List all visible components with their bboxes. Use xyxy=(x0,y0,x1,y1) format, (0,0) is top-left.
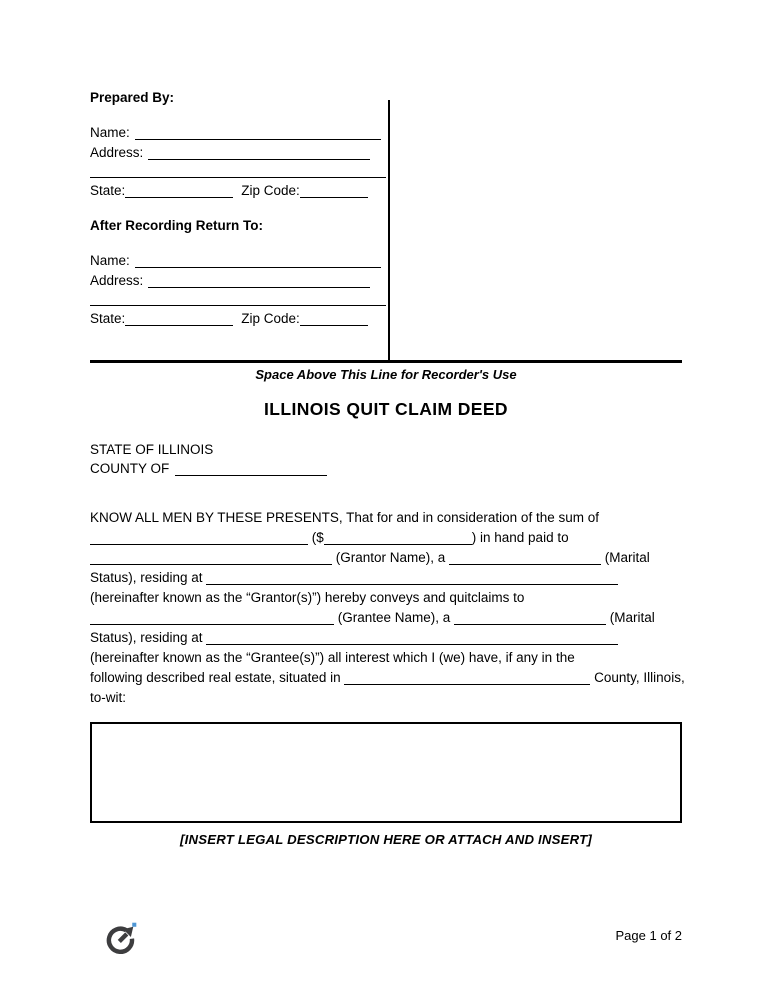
grantor-name-blank xyxy=(90,553,332,565)
prepared-by-title: Prepared By: xyxy=(90,90,175,105)
paragraph-text: (Marital xyxy=(606,610,655,625)
return-to-name-row xyxy=(90,253,386,273)
address-overflow-line xyxy=(90,165,386,178)
zip-blank-line xyxy=(300,314,368,326)
paragraph-text: following described real estate, situated in xyxy=(90,670,345,685)
paragraph-line xyxy=(90,688,686,708)
county-row xyxy=(90,460,327,479)
grantee-name-blank xyxy=(90,613,334,625)
address-blank-line xyxy=(148,276,370,288)
name-blank-line xyxy=(135,128,381,140)
state-label: State: xyxy=(90,183,126,198)
prepared-by-address-row xyxy=(90,145,386,165)
property-county-blank xyxy=(344,673,590,685)
legal-description-box xyxy=(90,722,682,823)
grantor-marital-status-blank xyxy=(449,553,601,565)
county-blank-line xyxy=(175,464,327,476)
jurisdiction-block xyxy=(90,441,327,478)
zip-label: Zip Code: xyxy=(241,183,300,198)
deed-paragraph xyxy=(90,508,686,708)
paragraph-text: (hereinafter known as the “Grantor(s)”) hereby conveys and quitclaims to xyxy=(90,590,525,605)
consideration-amount-words-blank xyxy=(90,533,308,545)
paragraph-text: Status), residing at xyxy=(90,630,207,645)
return-to-address-row xyxy=(90,273,386,293)
return-to-state-zip-row xyxy=(90,309,386,329)
grantor-address-blank xyxy=(206,573,618,585)
paragraph-line xyxy=(90,528,686,548)
name-label: Name: xyxy=(90,253,130,268)
return-to-title: After Recording Return To: xyxy=(90,218,263,233)
state-blank-line xyxy=(125,186,233,198)
state-label: State: xyxy=(90,311,126,326)
paragraph-line xyxy=(90,668,686,688)
zip-blank-line xyxy=(300,186,368,198)
legal-description-caption: [INSERT LEGAL DESCRIPTION HERE OR ATTACH AND INSERT] xyxy=(180,832,592,847)
paragraph-line xyxy=(90,628,686,648)
paragraph-text: (hereinafter known as the “Grantee(s)”) all interest which I (we) have, if any in the xyxy=(90,650,575,665)
paragraph-line xyxy=(90,608,686,628)
name-label: Name: xyxy=(90,125,130,140)
paragraph-line xyxy=(90,548,686,568)
prepared-by-state-zip-row xyxy=(90,181,386,201)
paragraph-text: County, Illinois, xyxy=(590,670,685,685)
document-title: ILLINOIS QUIT CLAIM DEED xyxy=(264,399,508,419)
state-line: STATE OF ILLINOIS xyxy=(90,442,214,457)
state-blank-line xyxy=(125,314,233,326)
prepared-by-name-row xyxy=(90,125,386,145)
vertical-divider xyxy=(388,100,390,361)
recorder-caption: Space Above This Line for Recorder's Use xyxy=(255,367,517,382)
address-label: Address: xyxy=(90,145,144,160)
grantee-address-blank xyxy=(206,633,618,645)
address-blank-line xyxy=(148,148,370,160)
address-label: Address: xyxy=(90,273,144,288)
county-label: COUNTY OF xyxy=(90,460,170,476)
paragraph-text: KNOW ALL MEN BY THESE PRESENTS, That for and in consideration of the sum of xyxy=(90,510,599,525)
paragraph-line xyxy=(90,588,686,608)
page-number: Page 1 of 2 xyxy=(615,928,682,943)
recorder-rule xyxy=(90,360,682,363)
recorder-header xyxy=(90,90,386,329)
paragraph-line xyxy=(90,568,686,588)
paragraph-line xyxy=(90,508,686,528)
paragraph-text: Status), residing at xyxy=(90,570,207,585)
return-to-section xyxy=(90,218,386,329)
prepared-by-section xyxy=(90,90,386,201)
paragraph-line xyxy=(90,648,686,668)
name-blank-line xyxy=(135,256,381,268)
grantee-marital-status-blank xyxy=(454,613,606,625)
paragraph-text: (Marital xyxy=(601,550,650,565)
zip-label: Zip Code: xyxy=(241,311,300,326)
paragraph-text: ) in hand paid to xyxy=(471,530,569,545)
paragraph-text: to-wit: xyxy=(90,690,127,705)
paragraph-text: ($ xyxy=(308,530,324,545)
address-overflow-line xyxy=(90,293,386,306)
consideration-amount-numeric-blank xyxy=(324,533,472,545)
paragraph-text: (Grantor Name), a xyxy=(332,550,450,565)
paragraph-text: (Grantee Name), a xyxy=(334,610,455,625)
